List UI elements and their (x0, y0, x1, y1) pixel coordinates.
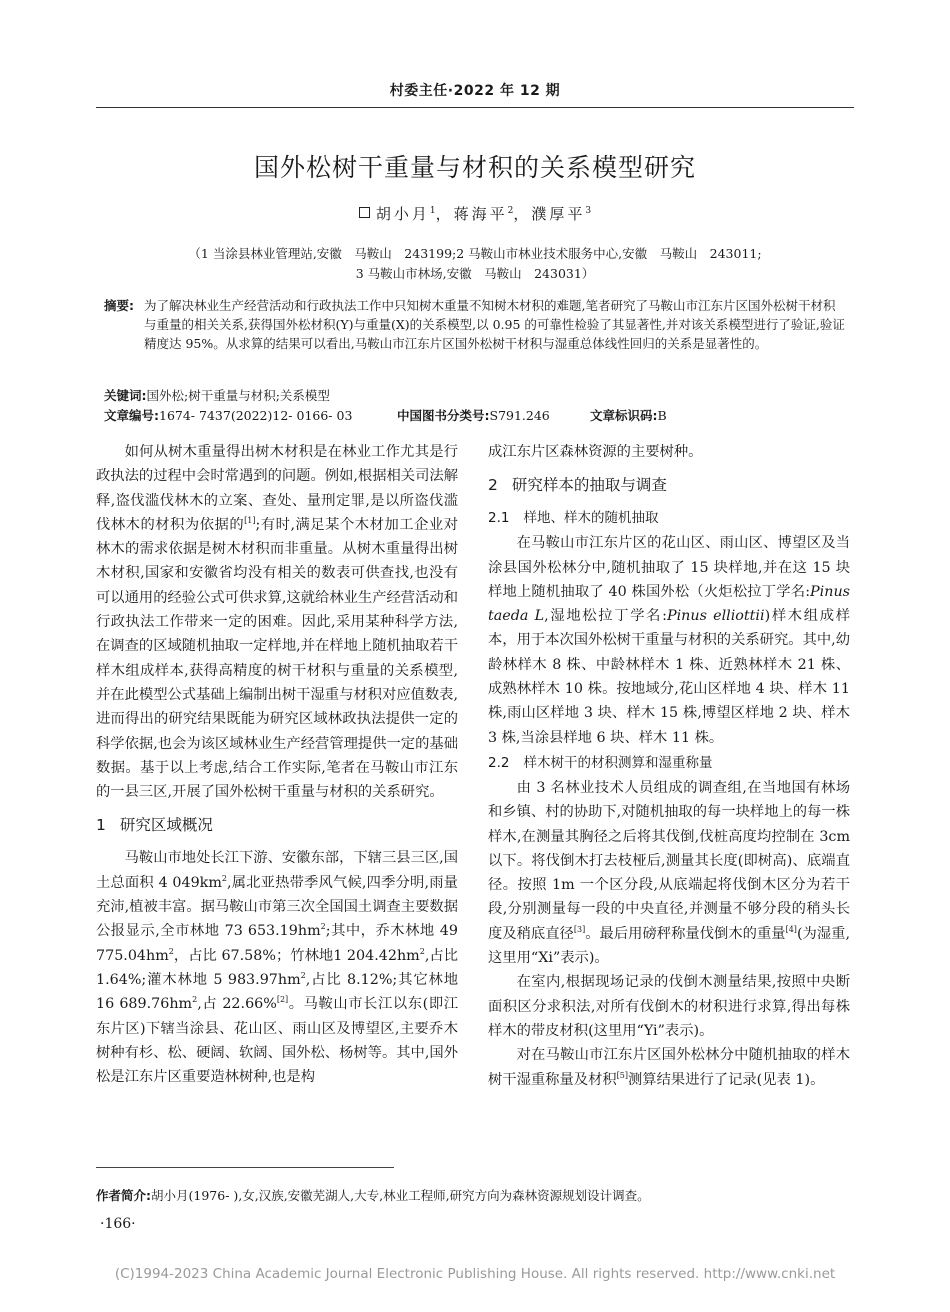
citation: [2] (276, 995, 289, 1005)
author-3: 濮厚平 (531, 205, 586, 223)
author-3-sup: 3 (585, 206, 592, 216)
author-line (0, 203, 950, 224)
paper-title: 国外松树干重量与材积的关系模型研究 (253, 153, 696, 182)
keywords-label: 关键词: (104, 388, 147, 403)
keywords-text: 国外松;树干重量与材积;关系模型 (146, 388, 330, 403)
clc-code: S791.246 (489, 408, 550, 423)
record-paragraph: 对在马鞍山市江东片区国外松林分中随机抽取的样木树干湿重称量及材积[5]测算结果进行了记录(见表 1)。 (488, 1047, 850, 1088)
right-column (488, 440, 850, 1092)
article-meta (104, 406, 846, 424)
footnote-text: 胡小月(1976- ),女,汉族,安徽芜湖人,大专,林业工程师,研究方向为森林资源规划设计调查。 (151, 1188, 650, 1203)
clc-label: 中国图书分类号: (397, 408, 490, 423)
doc-code: B (657, 408, 667, 423)
author-sep: ， (435, 205, 454, 223)
keywords (104, 386, 330, 404)
author-footnote (96, 1186, 650, 1204)
volume-paragraph: 在室内,根据现场记录的伐倒木测量结果,按照中央断面积区分求积法,对所有伐倒木的材积进行求算,得出每株样木的带皮材积(这里用“Yi”表示)。 (488, 974, 850, 1039)
footnote-label: 作者简介: (96, 1188, 151, 1203)
subsection-heading-2-1: 2.1 样地、样木的随机抽取 (488, 510, 659, 527)
author-sep: ， (513, 205, 532, 223)
left-column (96, 440, 458, 1089)
abstract (104, 296, 846, 353)
square-bullet-icon (359, 207, 370, 218)
page-number: ·166· (100, 1216, 136, 1232)
affiliation-line-1: （1 当涂县林业管理站,安徽 马鞍山 243199;2 马鞍山市林业技术服务中心,安徽 马鞍山 243011; (188, 246, 762, 261)
article-no: 1674- 7437(2022)12- 0166- 03 (159, 408, 353, 423)
abstract-text: 为了解决林业生产经营活动和行政执法工作中只知树木重量不知树木材积的难题,笔者研究了马鞍山市江东片区国外松树干材积与重量的相关关系,获得国外松材积(Y)与重量(X)的关系模型,以 0.95 的可靠性检验了其显著性,并对该关系模型进行了验证,验证精度达 95%。从求算的结果可以看出,马鞍山市江东片区国外松树干材积与湿重总体线性回归的关系是显著性的。 (144, 298, 845, 351)
author-2: 蒋海平 (453, 205, 508, 223)
doc-code-label: 文章标识码: (590, 408, 658, 423)
author-2-sup: 2 (507, 206, 514, 216)
measurement-paragraph: 由 3 名林业技术人员组成的调查组,在当地国有林场和乡镇、村的协助下,对随机抽取的每一块样地上的每一株样木,在测量其胸径之后将其伐倒,伐桩高度均控制在 3cm 以下。将伐倒木打去枝桠后,测量其长度(即树高)、底端直径。按照 1m 一个区分段,从底端起将伐倒木区分为若干段,分别测量每一段的中央直径,并测量不够分段的稍头长度及稍底直径[3]。最后用磅秤称量伐倒木的重量[4](为湿重,这里用“Xi”表示)。 (488, 779, 851, 967)
author-1: 胡小月 (375, 205, 430, 223)
sampling-paragraph: 在马鞍山市江东片区的花山区、雨山区、博望区及当涂县国外松林分中,随机抽取了 15 块样地,并在这 15 块样地上随机抽取了 40 株国外松（火炬松拉丁学名:Pinus taeda L,湿地松拉丁学名:Pinus elliottii)样木组成样本，用于本次国外松树干重量与材积的关系研究。其中,幼龄林样木 8 株、中龄林样木 1 株、近熟林样木 21 株、成熟林样木 10 株。按地域分,花山区样地 4 块、样木 11 株,雨山区样地 3 块、样木 15 株,博望区样地 2 块、样木 3 株,当涂县样地 6 块、样木 11 株。 (488, 535, 850, 746)
intro-paragraph: 如何从树木重量得出树木材积是在林业工作尤其是行政执法的过程中会时常遇到的问题。例如,根据相关司法解释,盗伐滥伐林木的立案、查处、量刑定罪,是以所盗伐滥伐林木的材积为依据的[1];有时,满足某个木材加工企业对林木的需求依据是树木材积而非重量。从树木重量得出树木材积,国家和安徽省均没有相关的数表可供查找,也没有可以通用的经验公式可供求算,这就给林业生产经营活动和行政执法工作带来一定的困难。因此,采用某种科学方法,在调查的区域随机抽取一定样地,并在样地上随机抽取若干样木组成样本,获得高精度的树干材积与重量的关系模型,并在此模型公式基础上编制出树干湿重与材积对应值数表,进而得出的研究结果既能为研究区域林政执法提供一定的科学依据,也会为该区域林业生产经营管理提供一定的基础数据。基于以上考虑,结合工作实际,笔者在马鞍山市江东的一县三区,开展了国外松树干重量与材积的关系研究。 (96, 444, 458, 801)
footnote-rule (96, 1167, 394, 1168)
article-no-label: 文章编号: (104, 408, 159, 423)
subsection-heading-2-2: 2.2 样木树干的材积测算和湿重称量 (488, 754, 713, 771)
section-heading-2: 2 研究样本的抽取与调查 (488, 476, 667, 495)
affiliation-line-2: 3 马鞍山市林场,安徽 马鞍山 243031） (355, 266, 595, 281)
continued-paragraph: 成江东片区森林资源的主要树种。 (488, 444, 703, 460)
citation: [1] (244, 516, 256, 526)
running-head: 村委主任·2022 年 12 期 (389, 83, 561, 99)
section-heading-1: 1 研究区域概况 (96, 816, 213, 835)
study-area-paragraph: 马鞍山市地处长江下游、安徽东部，下辖三县三区,国土总面积 4 049km$^2$,属北亚热带季风气候,四季分明,雨量充沛,植被丰富。据马鞍山市第三次全国国土调查主要数据公报显示,全市林地 73 653.19hm$^2$;其中，乔木林地 49 775.04hm$^2$，占比 67.58%；竹林地1 204.42hm$^2$,占比 1.64%;灌木林地 5 983.97hm$^2$,占比 8.12%;其它林地 16 689.76hm$^2$,占 22.66%[2]。马鞍山市长江以东(即江东片区)下辖当涂县、花山区、雨山区及博望区,主要乔木树种有杉、松、硬阔、软阔、国外松、杨树等。其中,国外松是江东片区重要造林树种,也是构 (96, 850, 459, 1086)
header-rule (96, 107, 854, 108)
copyright-watermark: (C)1994-2023 China Academic Journal Electronic Publishing House. All rights reserved. http://www.cnki.net (114, 1266, 836, 1282)
author-1-sup: 1 (429, 206, 436, 216)
abstract-label: 摘要: (104, 298, 134, 313)
